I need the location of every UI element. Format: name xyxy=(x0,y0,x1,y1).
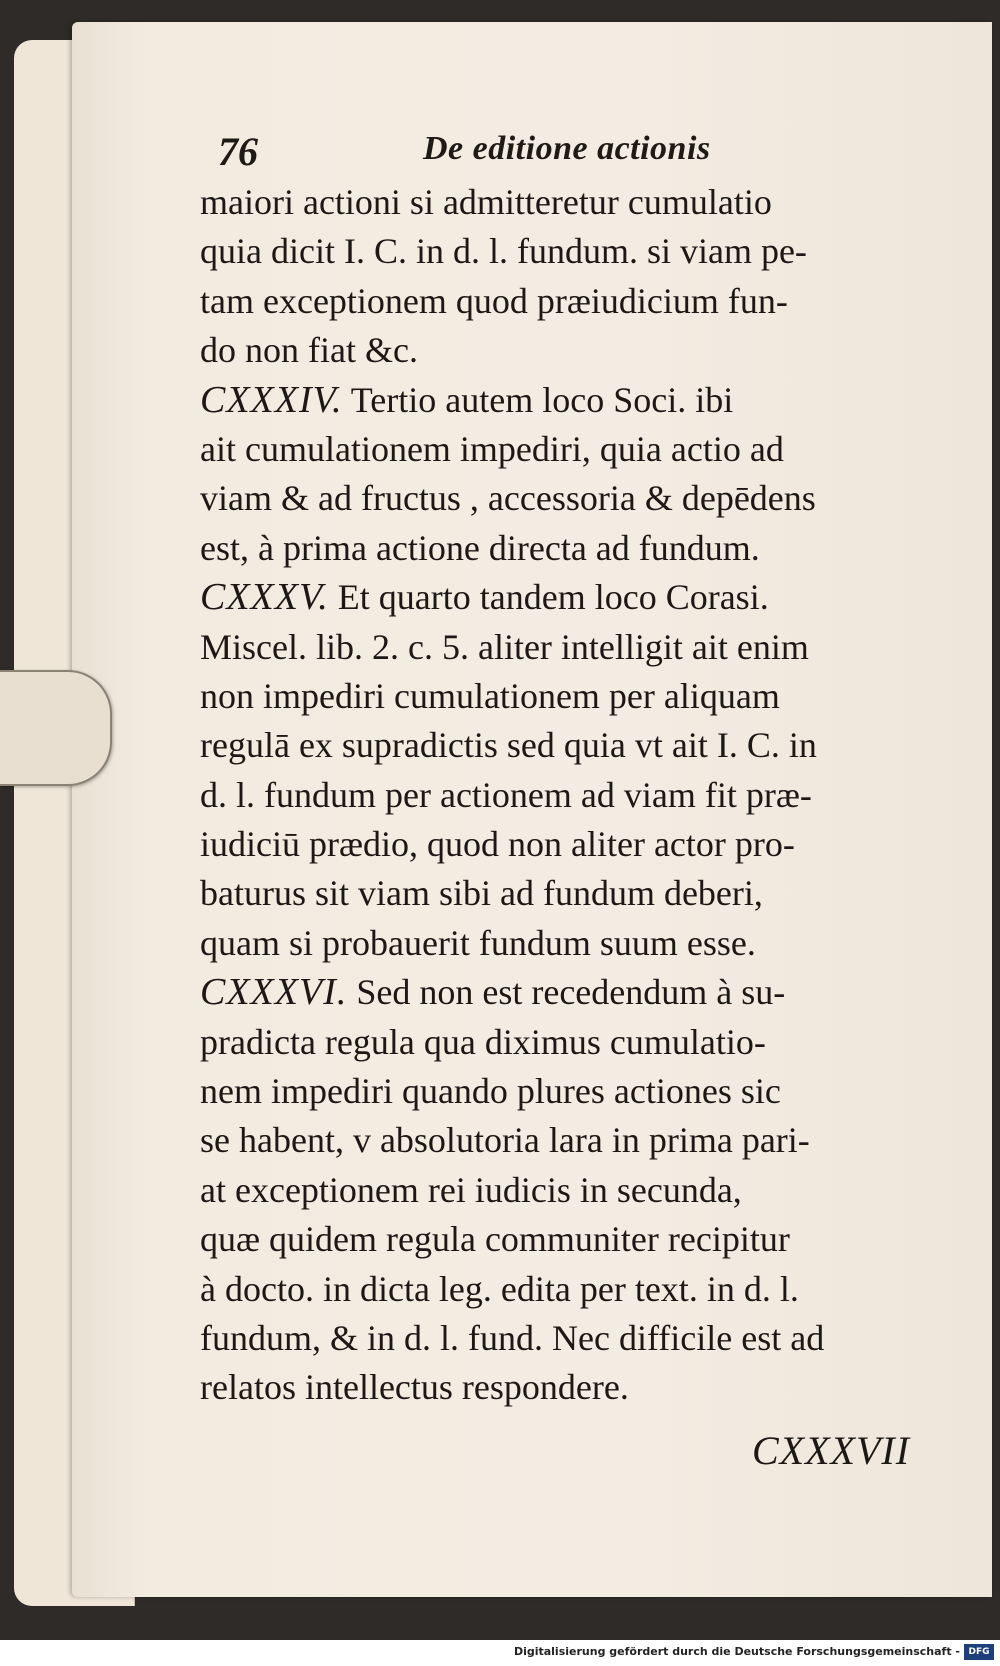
line-text: tam exceptionem quod præiudicium fun- xyxy=(200,280,788,321)
line-text: iudiciū prædio, quod non aliter actor pro- xyxy=(200,824,795,865)
text-line xyxy=(200,1314,960,1363)
text-line xyxy=(200,178,960,227)
line-text: non impediri cumulationem per aliquam xyxy=(200,675,780,716)
text-line xyxy=(200,524,960,573)
line-text: à docto. in dicta leg. edita per text. in d. l. xyxy=(200,1268,799,1309)
text-line xyxy=(200,1215,960,1264)
line-text: regulā ex supradictis sed quia vt ait I. C. in xyxy=(200,725,817,766)
text-line xyxy=(200,277,960,326)
section-number: CXXXV. xyxy=(200,576,329,619)
line-text: baturus sit viam sibi ad fundum deberi, xyxy=(200,873,763,914)
digitization-footer xyxy=(0,1640,1000,1666)
line-text: Sed non est recedendum à su- xyxy=(347,972,786,1013)
line-text: relatos intellectus respondere. xyxy=(200,1367,629,1408)
line-text: viam & ad fructus , accessoria & depēdens xyxy=(200,478,816,519)
text-line xyxy=(200,721,960,770)
line-text: fundum, & in d. l. fund. Nec difficile est ad xyxy=(200,1317,825,1358)
line-text: nem impediri quando plures actiones sic xyxy=(200,1071,781,1112)
text-line xyxy=(200,1018,960,1067)
line-text: quia dicit I. C. in d. l. fundum. si viam pe- xyxy=(200,231,807,272)
line-text: d. l. fundum per actionem ad viam fit præ- xyxy=(200,774,812,815)
running-head: De editione actionis xyxy=(423,130,711,167)
text-line xyxy=(200,1166,960,1215)
bookmark-tab xyxy=(0,670,112,786)
text-line xyxy=(200,623,960,672)
dfg-logo-icon: DFG xyxy=(964,1644,994,1660)
text-line xyxy=(200,1067,960,1116)
text-line xyxy=(200,820,960,869)
line-text: at exceptionem rei iudicis in secunda, xyxy=(200,1169,742,1210)
line-text: quæ quidem regula communiter recipitur xyxy=(200,1219,790,1260)
line-text: Et quarto tandem loco Corasi. xyxy=(328,577,769,618)
line-text: pradicta regula qua diximus cumulatio- xyxy=(200,1021,766,1062)
text-line xyxy=(200,869,960,918)
section-number: CXXXVI. xyxy=(200,971,348,1014)
body-text xyxy=(200,178,960,1413)
catchword: CXXXVII xyxy=(752,1428,911,1473)
text-line xyxy=(200,326,960,375)
text-line xyxy=(200,672,960,721)
text-line xyxy=(200,968,960,1017)
line-text: maiori actioni si admitteretur cumulatio xyxy=(200,182,772,222)
line-text: do non fiat &c. xyxy=(200,330,418,371)
text-line xyxy=(200,227,960,276)
line-text: Tertio autem loco Soci. ibi xyxy=(342,379,734,420)
line-text: est, à prima actione directa ad fundum. xyxy=(200,527,760,568)
page-number: 76 xyxy=(218,129,258,174)
page-header xyxy=(218,128,778,178)
line-text: quam si probauerit fundum suum esse. xyxy=(200,922,756,963)
text-line xyxy=(200,573,960,622)
line-text: Miscel. lib. 2. c. 5. aliter intelligit ait enim xyxy=(200,626,809,667)
line-text: ait cumulationem impediri, quia actio ad xyxy=(200,428,784,469)
text-line xyxy=(200,474,960,523)
text-line xyxy=(200,1265,960,1314)
text-line xyxy=(200,1116,960,1165)
credit-line: Digitalisierung gefördert durch die Deutsche Forschungsgemeinschaft - xyxy=(513,1645,960,1658)
text-line xyxy=(200,771,960,820)
line-text: se habent, v absolutoria lara in prima pari- xyxy=(200,1120,810,1161)
text-line xyxy=(200,1363,960,1412)
section-number: CXXXIV. xyxy=(200,378,343,421)
text-line xyxy=(200,919,960,968)
text-line xyxy=(200,425,960,474)
text-line xyxy=(200,376,960,425)
